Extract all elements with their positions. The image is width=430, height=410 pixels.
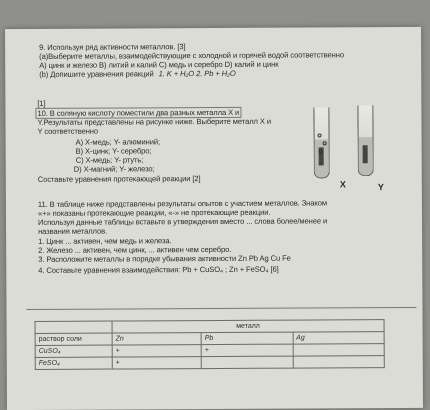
q11-statement-2: 2. Железо ... активен, чем цинк, ... активен чем серебро. xyxy=(38,244,232,255)
test-tube-x xyxy=(313,107,329,178)
q9-part-b-prefix: (b) Допишите уравнения реакций xyxy=(39,69,154,79)
q10-option-a: А) X-медь; Y- алюминий; xyxy=(75,137,161,147)
column-header-ag: Ag xyxy=(293,332,385,344)
bubble-icon xyxy=(318,133,322,137)
q10-line3: Y соответственно xyxy=(37,126,99,136)
result-cell: + xyxy=(112,345,201,357)
q11-statement-3: 3. Расположите металлы в порядке убывания активности Zn Pb Ag Cu Fe xyxy=(38,253,291,264)
q10-line2: Y.Результаты представлены на рисунке ниже. Выберите металл X и xyxy=(37,116,271,127)
bubble-icon xyxy=(319,149,323,153)
q9-part-b-equations: 1. K + H₂O 2. Pb + H₂O xyxy=(158,68,236,79)
test-tubes-figure xyxy=(295,107,406,208)
q11-statement-4: 4. Составьте уравнения взаимодействия: Pb + CuSO₄ ; Zn + FeSO₄ [6] xyxy=(38,264,279,275)
result-cell xyxy=(293,344,385,356)
q10-option-b: В) X-цинк; Y- серебро; xyxy=(75,146,152,156)
result-cell xyxy=(201,356,292,368)
tube-x-label: X xyxy=(339,179,346,190)
q9-title: 9. Используя ряд активности металлов. [3] xyxy=(39,42,186,52)
metal-group-header: металл xyxy=(112,320,384,333)
table-corner-cell xyxy=(35,321,112,333)
column-header-zn: Zn xyxy=(112,333,201,345)
q10-option-c: С) X-медь; Y- ртуть; xyxy=(75,155,144,165)
q10-line1: 10. В соляную кислоту поместили два разных металла X и xyxy=(35,107,241,119)
q10-option-d: D) X-магний; Y- железо; xyxy=(73,164,155,174)
q11-line3: Используя данные таблицы вставьте в утверждения вместо ... слова более/менее и xyxy=(37,216,328,227)
column-header-pb: Pb xyxy=(201,332,292,344)
q11-line1: 11. В таблице ниже представлены результаты опытов с участием металлов. Знаком xyxy=(37,198,327,209)
tube-y-metal xyxy=(363,145,368,163)
table-row xyxy=(35,356,384,370)
salt-cell: FeSO₄ xyxy=(35,357,112,369)
tube-y-label: Y xyxy=(377,182,384,193)
salt-cell: CuSO₄ xyxy=(35,345,112,357)
result-cell: + xyxy=(112,357,201,369)
q11-line2: «+» показаны протекающие реакции, «-» не протекающие реакции. xyxy=(37,207,271,218)
test-tube-y xyxy=(357,105,373,176)
q9-part-a: (а)Выберите металлы, взаимодействующие с холодной и горячей водой соответственно xyxy=(39,50,344,61)
salt-column-header: раствор соли xyxy=(35,333,112,345)
bubble-icon xyxy=(323,141,327,145)
q9-part-b xyxy=(39,69,235,79)
divider xyxy=(26,307,416,310)
result-cell: + xyxy=(201,344,292,356)
q10-mark: [1] xyxy=(37,98,46,108)
q11-line4: названия металлов. xyxy=(38,226,108,236)
results-table xyxy=(35,319,385,370)
q9-options: А) цинк и железо В) литий и калий С) медь и серебро D) калий и цинк xyxy=(39,59,279,70)
worksheet-page xyxy=(5,27,423,410)
result-cell xyxy=(293,356,385,368)
q10-task: Составьте уравнения протекающей реакции [2] xyxy=(37,174,201,184)
q11-statement-1: 1. Цинк ... активен, чем медь и железа. xyxy=(38,236,172,246)
